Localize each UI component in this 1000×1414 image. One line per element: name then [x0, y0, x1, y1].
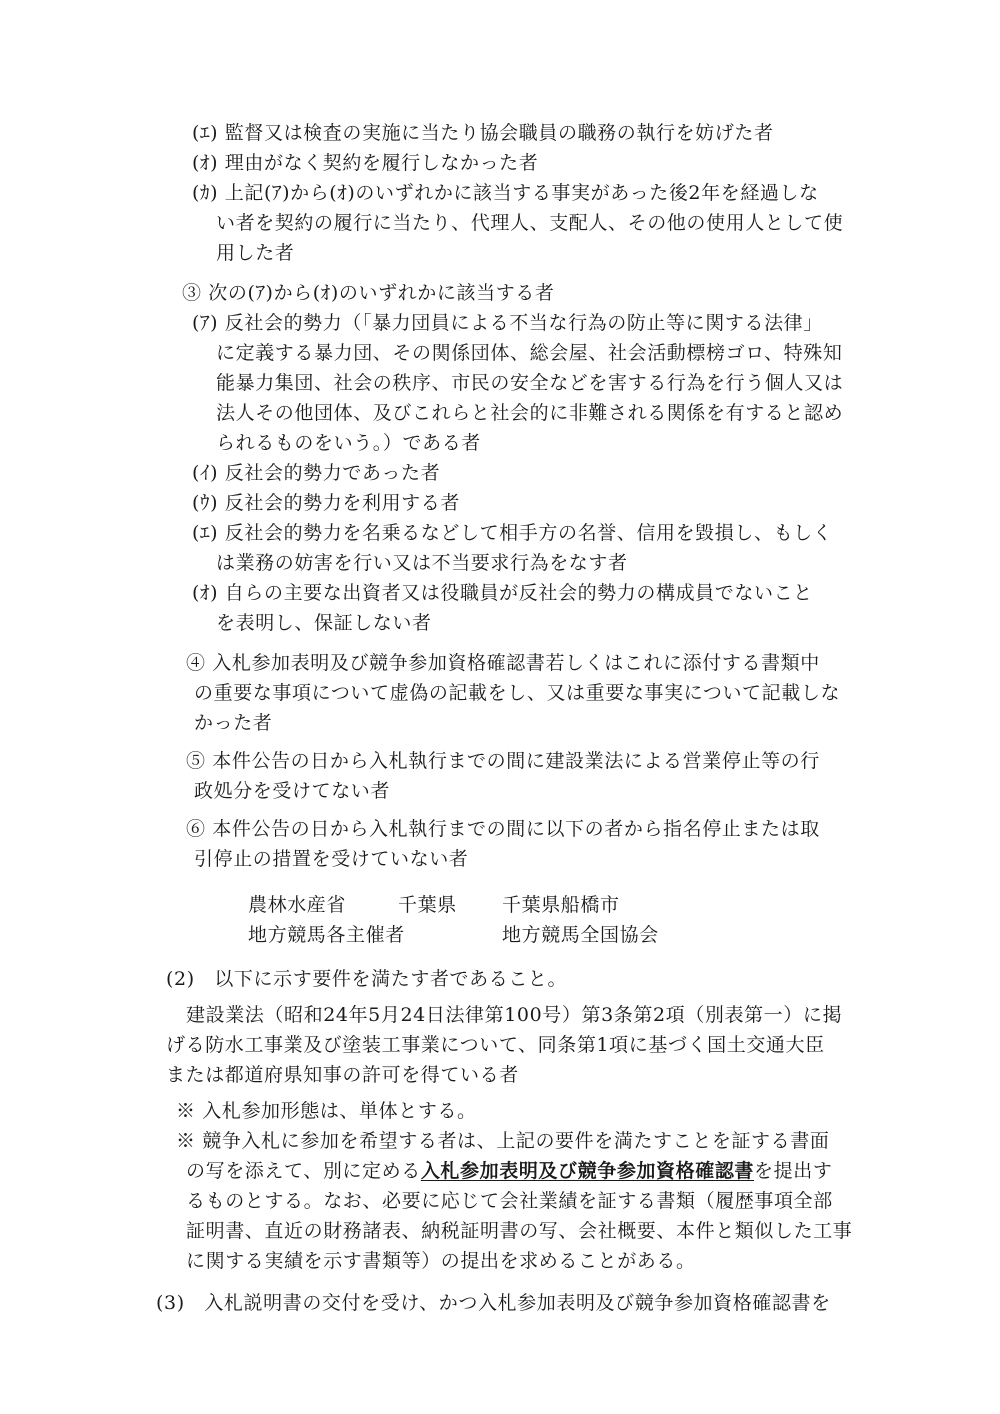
agency-maff: 農林水産省 — [248, 894, 347, 916]
agency-local-racing-organizers: 地方競馬各主催者 — [248, 924, 405, 946]
section-2-body-line2: げる防水工事業及び塗装工事業について、同条第1項に基づく国土交通大臣 — [166, 1034, 825, 1056]
item-4-line1: ④ 入札参加表明及び競争参加資格確認書若しくはこれに添付する書類中 — [186, 652, 820, 674]
item-3e-line1: (ｴ) 反社会的勢力を名乗るなどして相手方の名誉、信用を毀損し、もしく — [192, 522, 833, 544]
section-2-heading: (2) 以下に示す要件を満たす者であること。 — [166, 968, 568, 990]
agency-local-racing-association: 地方競馬全国協会 — [502, 924, 659, 946]
note-participation-form: ※ 入札参加形態は、単体とする。 — [176, 1100, 477, 1122]
item-4-line2: の重要な事項について虚偽の記載をし、又は重要な事実について記載しな — [194, 682, 841, 704]
item-o-nonperformance: (ｵ) 理由がなく契約を履行しなかった者 — [192, 152, 539, 174]
note-submission-line3: るものとする。なお、必要に応じて会社業績を証する書類（履歴事項全部 — [186, 1190, 833, 1212]
item-6-line2: 引停止の措置を受けていない者 — [194, 848, 469, 870]
item-e-obstruction: (ｴ) 監督又は検査の実施に当たり協会職員の職務の執行を妨げた者 — [192, 122, 774, 144]
confirmation-form-title: 入札参加表明及び競争参加資格確認書 — [420, 1160, 755, 1182]
item-ka-line2: い者を契約の履行に当たり、代理人、支配人、その他の使用人として使 — [216, 212, 844, 234]
item-3u: (ｳ) 反社会的勢力を利用する者 — [192, 492, 460, 514]
item-3e-line2: は業務の妨害を行い又は不当要求行為をなす者 — [216, 552, 628, 574]
item-6-line1: ⑥ 本件公告の日から入札執行までの間に以下の者から指名停止または取 — [186, 818, 820, 840]
section-2-body-line3: または都道府県知事の許可を得ている者 — [166, 1064, 519, 1086]
item-3a-line1: (ｱ) 反社会的勢力（「暴力団員による不当な行為の防止等に関する法律」 — [192, 312, 823, 334]
note-submission-line5: に関する実績を示す書類等）の提出を求めることがある。 — [186, 1250, 696, 1272]
note-submission-post: を提出す — [754, 1160, 833, 1182]
note-submission-pre: の写を添えて、別に定める — [186, 1160, 421, 1182]
item-3a-line2: に定義する暴力団、その関係団体、総会屋、社会活動標榜ゴロ、特殊知 — [216, 342, 843, 364]
item-3a-line4: 法人その他団体、及びこれらと社会的に非難される関係を有すると認め — [216, 402, 844, 424]
agency-funabashi-city: 千葉県船橋市 — [502, 894, 620, 916]
note-submission-line2 — [186, 1156, 832, 1186]
item-ka-line3: 用した者 — [216, 242, 295, 264]
item-3a-line5: られるものをいう。）である者 — [216, 432, 481, 454]
section-2-body-line1: 建設業法（昭和24年5月24日法律第100号）第3条第2項（別表第一）に掲 — [186, 1004, 843, 1026]
section-3-heading: (3) 入札説明書の交付を受け、かつ入札参加表明及び競争参加資格確認書を — [156, 1292, 831, 1314]
item-4-line3: かった者 — [194, 712, 273, 734]
item-3o-line2: を表明し、保証しない者 — [216, 612, 432, 634]
item-5-line1: ⑤ 本件公告の日から入札執行までの間に建設業法による営業停止等の行 — [186, 750, 820, 772]
item-3-heading: ③ 次の(ｱ)から(ｵ)のいずれかに該当する者 — [182, 282, 555, 304]
item-3o-line1: (ｵ) 自らの主要な出資者又は役職員が反社会的勢力の構成員でないこと — [192, 582, 813, 604]
note-submission-line1: ※ 競争入札に参加を希望する者は、上記の要件を満たすことを証する書面 — [176, 1130, 830, 1152]
item-3a-line3: 能暴力集団、社会の秩序、市民の安全などを害する行為を行う個人又は — [216, 372, 844, 394]
agency-chiba-pref: 千葉県 — [398, 894, 457, 916]
item-ka-line1: (ｶ) 上記(ｱ)から(ｵ)のいずれかに該当する事実があった後2年を経過しな — [192, 182, 819, 204]
item-3i: (ｲ) 反社会的勢力であった者 — [192, 462, 441, 484]
item-5-line2: 政処分を受けてない者 — [194, 780, 391, 802]
note-submission-line4: 証明書、直近の財務諸表、納税証明書の写、会社概要、本件と類似した工事 — [186, 1220, 853, 1242]
